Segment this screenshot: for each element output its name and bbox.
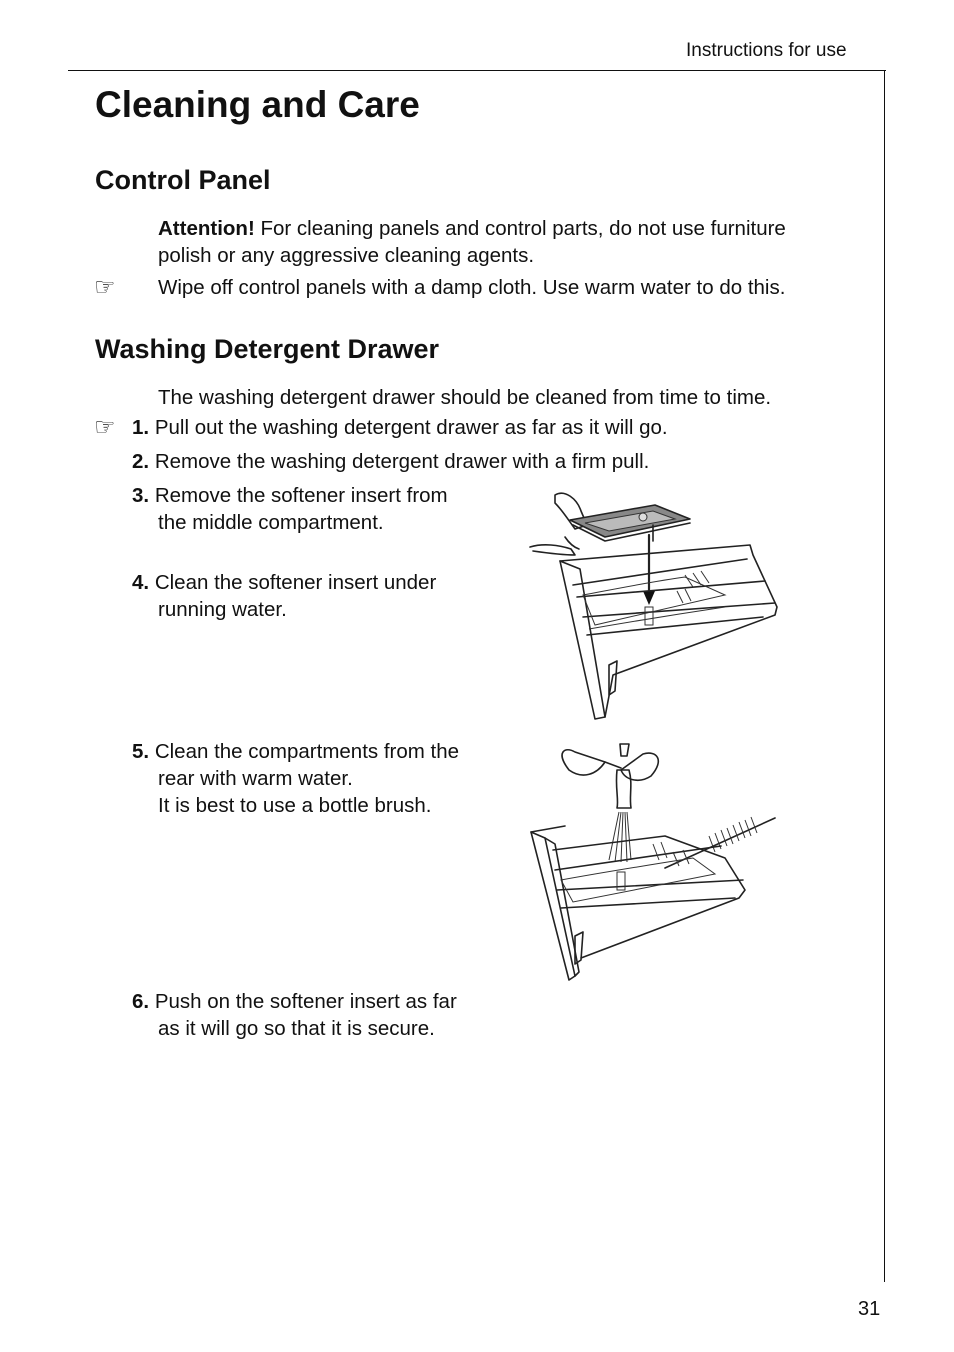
step-text-cont: the middle compartment. [158, 511, 384, 534]
section-heading-detergent-drawer: Washing Detergent Drawer [95, 334, 440, 364]
step-number: 2. [132, 450, 150, 473]
step-text: Remove the softener insert from [154, 484, 448, 507]
step-1 [132, 414, 668, 441]
running-header: Instructions for use [686, 40, 847, 61]
step-3 [132, 482, 448, 509]
tip-text: Wipe off control panels with a damp cloth. Use warm water to do this. [158, 276, 786, 299]
attention-label: Attention! [158, 217, 255, 240]
attention-note [158, 215, 868, 269]
page-title: Cleaning and Care [95, 84, 420, 125]
step-4 [132, 569, 436, 596]
step-number: 6. [132, 990, 150, 1013]
step-text-cont: rear with warm water. [158, 767, 353, 790]
margin-rule [884, 70, 885, 1282]
step-number: 5. [132, 740, 150, 763]
page-number: 31 [858, 1298, 881, 1320]
step-text: Pull out the washing detergent drawer as far as it will go. [154, 416, 668, 439]
section-heading-control-panel: Control Panel [95, 165, 271, 195]
step-text: Clean the compartments from the [154, 740, 460, 763]
attention-text-line: For cleaning panels and control parts, do not use furniture [260, 217, 786, 240]
step-5 [132, 738, 459, 765]
step-text: Remove the washing detergent drawer with a firm pull. [154, 450, 650, 473]
step-number: 1. [132, 416, 150, 439]
step-text: Push on the softener insert as far [154, 990, 457, 1013]
step-text-cont: It is best to use a bottle brush. [158, 794, 432, 817]
step-2 [132, 448, 649, 475]
step-text: Clean the softener insert under [154, 571, 437, 594]
pointing-hand-icon: ☞ [94, 274, 116, 301]
header-rule [68, 70, 886, 71]
drawer-softener-insert-illustration [525, 485, 785, 725]
pointing-hand-icon: ☞ [94, 414, 116, 441]
step-6 [132, 988, 457, 1015]
drawer-intro: The washing detergent drawer should be cleaned from time to time. [158, 386, 772, 409]
step-text-cont: as it will go so that it is secure. [158, 1017, 435, 1040]
drawer-tap-brush-illustration [525, 740, 785, 988]
step-number: 4. [132, 571, 150, 594]
step-text-cont: running water. [158, 598, 287, 621]
attention-text-line: polish or any aggressive cleaning agents. [158, 244, 535, 267]
step-number: 3. [132, 484, 150, 507]
